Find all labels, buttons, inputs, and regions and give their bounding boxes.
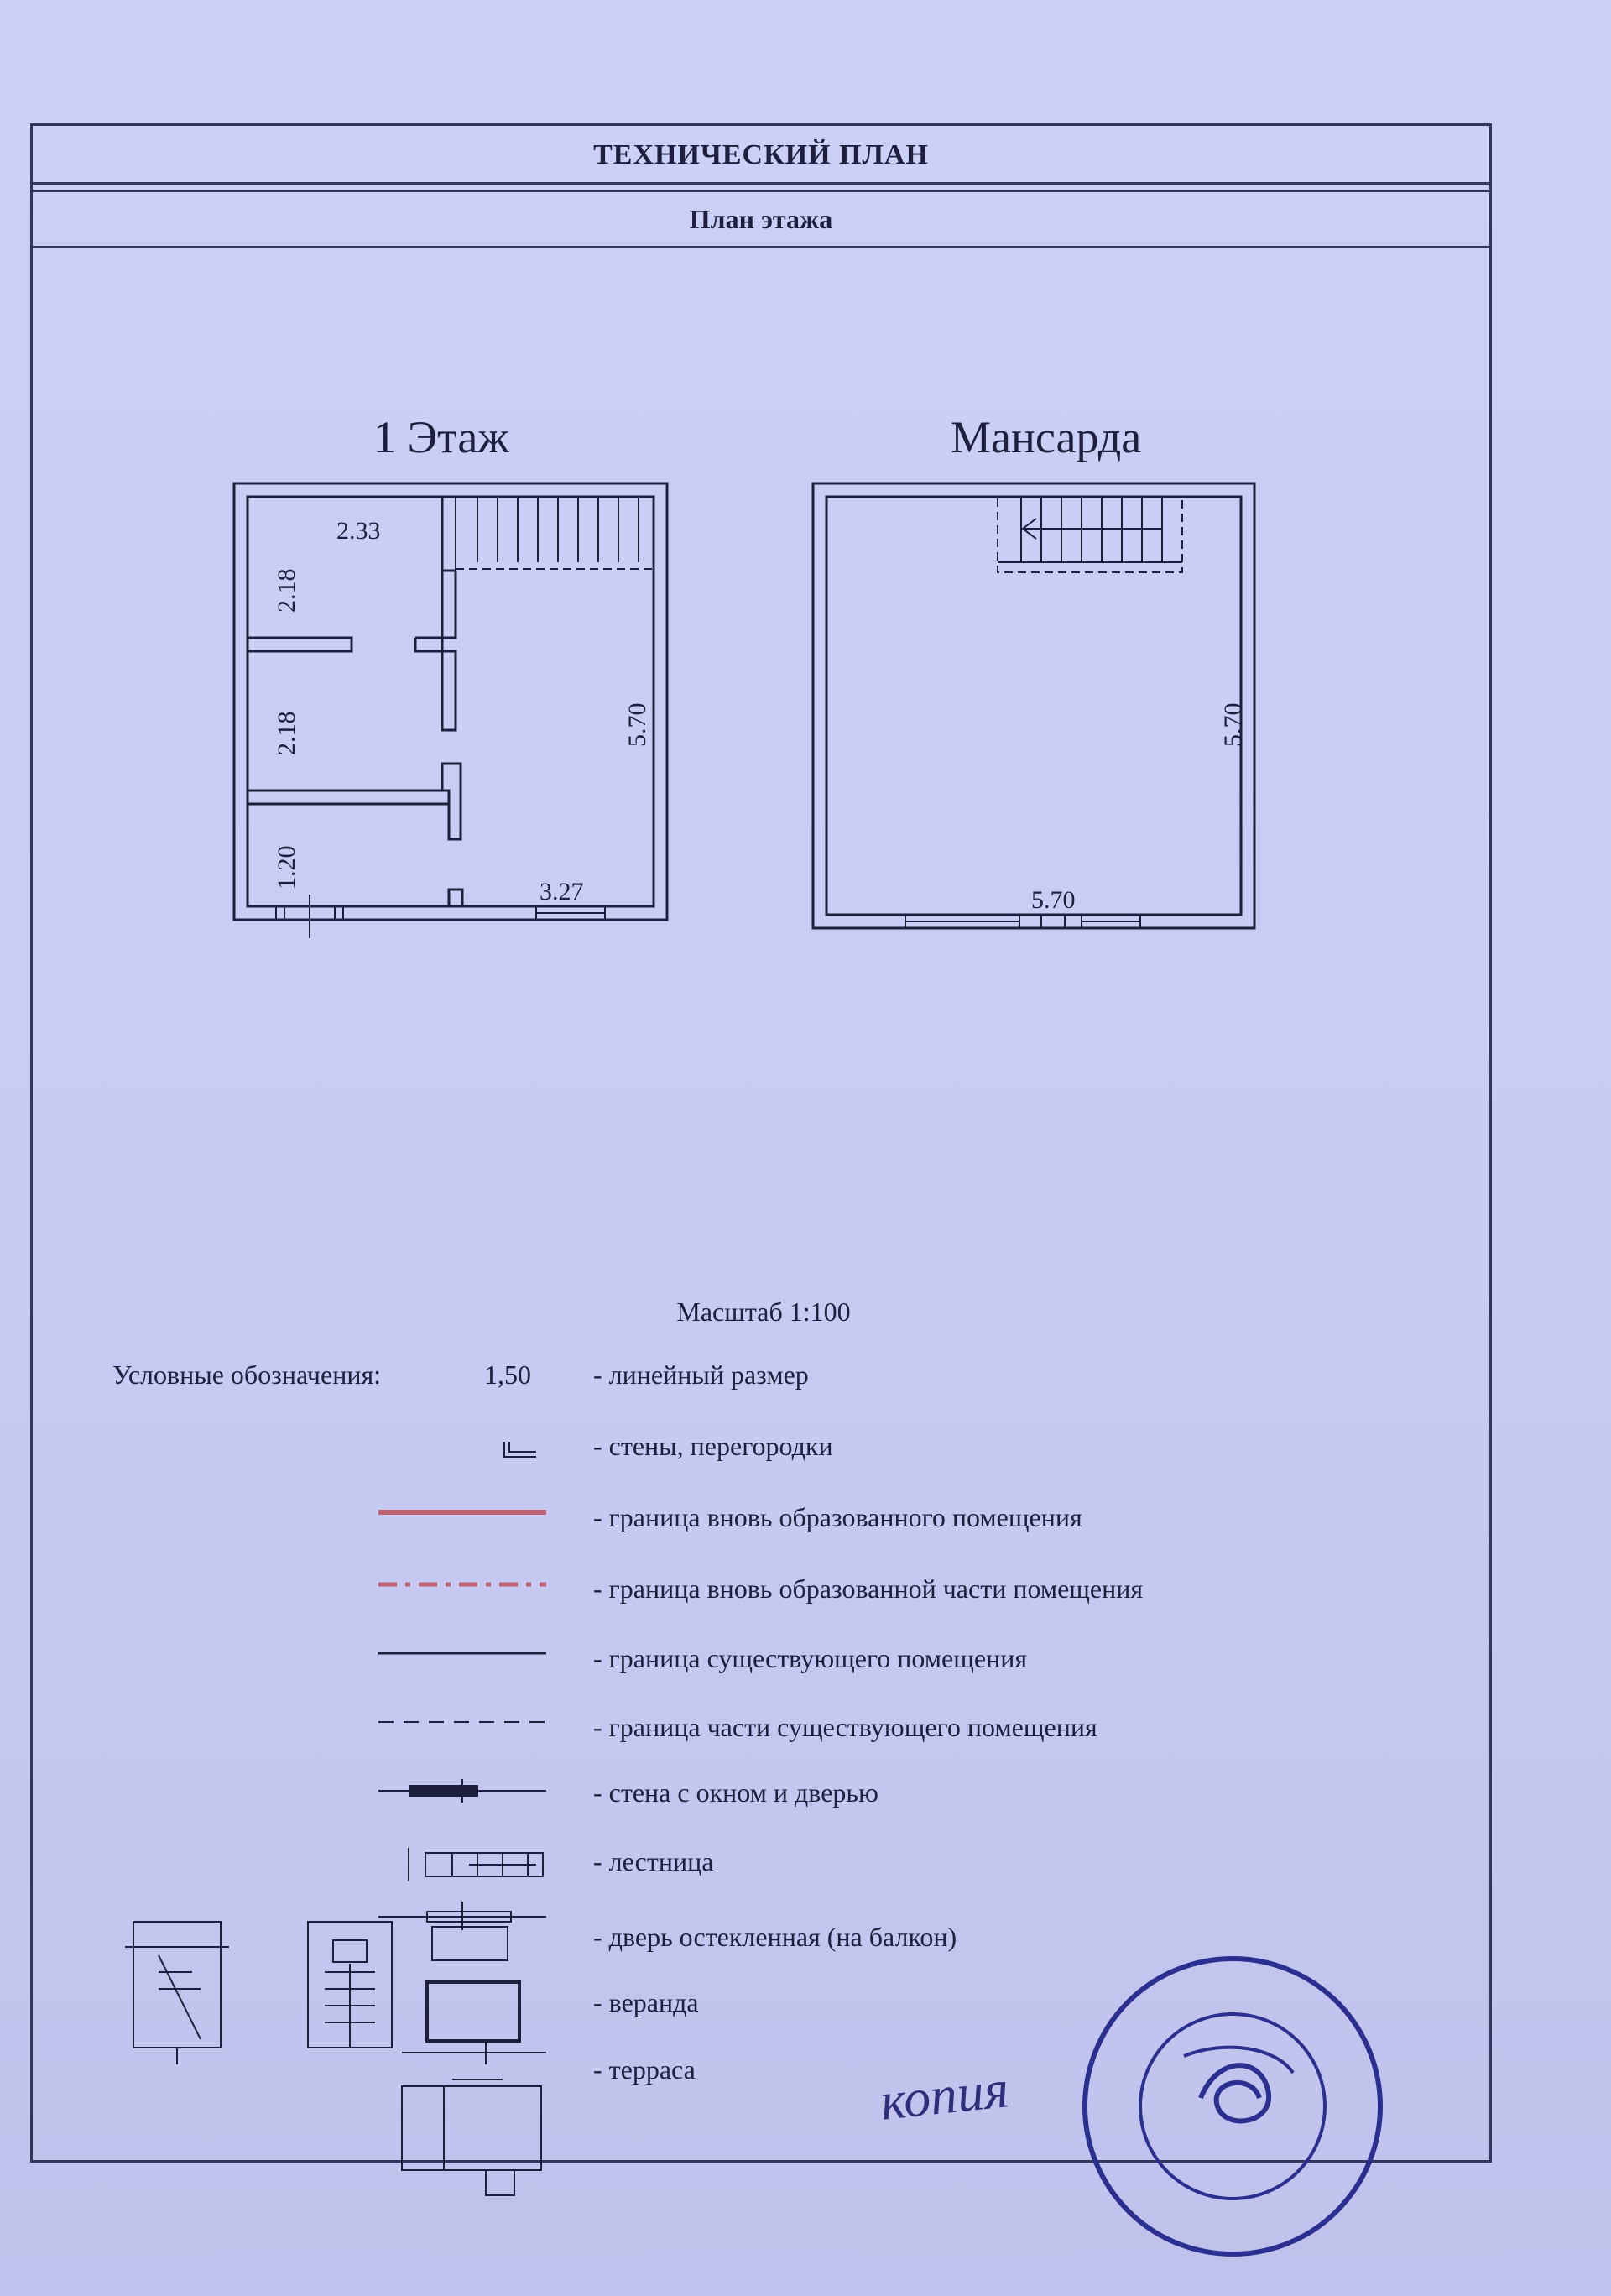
floor-1-inner-wall [248,497,654,906]
mansard-outer-wall [813,483,1254,928]
stair-plan-symbol-1 [125,1922,229,2064]
dim-2-18-top: 2.18 [273,568,300,613]
dim-1-20: 1.20 [273,845,300,890]
scale-label: Масштаб 1:100 [676,1297,851,1327]
legend-sample-value: 1,50 [484,1359,531,1390]
dim-3-27: 3.27 [540,878,584,905]
legend-item-terrace: - терраса [593,2054,696,2085]
legend-item-existing-room-boundary: - граница существующего помещения [593,1643,1028,1673]
legend-item-wall-window-door: - стена с окном и дверью [593,1777,878,1808]
glazed-door-symbol [378,1902,546,1960]
document-title: ТЕХНИЧЕСКИЙ ПЛАН [33,126,1489,185]
dim-2-18-mid: 2.18 [273,711,300,755]
dim-2-33: 2.33 [336,517,381,545]
legend-symbols [33,1385,620,2224]
mansard-openings [905,915,1140,928]
dim-5-70-mansard-width: 5.70 [1031,886,1076,914]
legend-item-veranda: - веранда [593,1987,699,2017]
stair-plan-symbol-2 [308,1922,392,2048]
wall-symbol [504,1442,536,1457]
signature-copy-mark: копия [877,2059,1012,2132]
terrace-symbol [402,2079,541,2195]
mansard-plan [805,478,1325,1099]
dim-5-70-floor-1: 5.70 [623,702,651,747]
document-subtitle: План этажа [33,190,1489,248]
window-door-symbol [378,1779,546,1803]
plan-frame [30,123,1492,2163]
dim-5-70-mansard-height: 5.70 [1219,702,1247,747]
floor-1-stair [442,497,654,571]
legend-item-existing-room-part-boundary: - граница части существующего помещения [593,1712,1097,1742]
stair-symbol [409,1848,543,1881]
legend-item-new-room-part-boundary: - граница вновь образованной части помещения [593,1573,1144,1604]
veranda-symbol [402,1982,546,2064]
mansard-stair [998,497,1182,572]
legend-title: Условные обозначения: [112,1359,382,1390]
legend-item-new-room-boundary: - граница вновь образованного помещения [593,1502,1082,1532]
legend-item-stair: - лестница [593,1846,714,1876]
floor-1-label: 1 Этаж [373,412,509,462]
legend-item-walls: - стены, перегородки [593,1431,833,1461]
legend-item-glazed-door: - дверь остекленная (на балкон) [593,1922,957,1952]
legend-item-linear-size: - линейный размер [593,1359,809,1390]
company-stamp [1058,1930,1410,2283]
mansard-label: Мансарда [951,412,1142,462]
floor-1-plan [226,478,729,1099]
mansard-inner-wall [826,497,1241,915]
